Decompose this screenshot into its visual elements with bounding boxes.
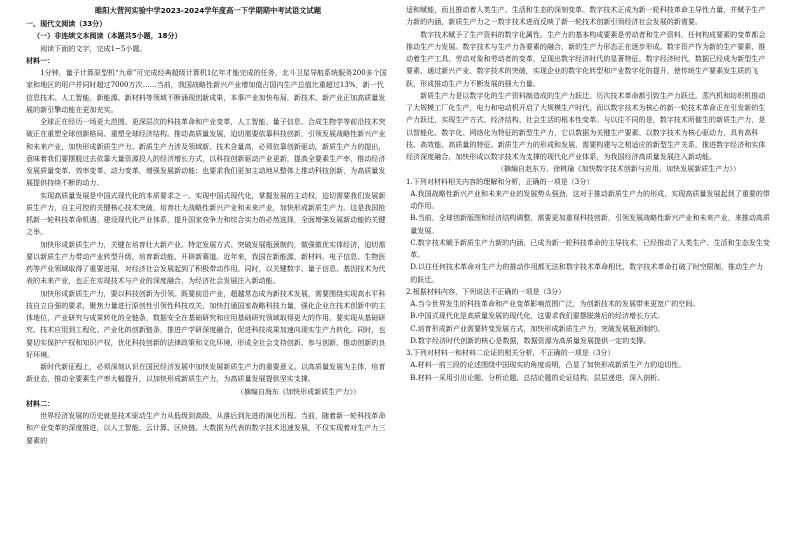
question-option: D.以往任何技术革命对生产力的推动作用都无法和数字技术革命相比，数字技术革命打破了时空限制，推动生产力的跃迁。 bbox=[410, 262, 764, 284]
material2-paragraph: 数字技术赋予了生产资料的数字化属性。生产力的基本构成要素是劳动者和生产资料，任何构成要素的变革都会推动生产力发展。数字技术与生产力各要素的融合，新的生产力形态正在逐步形成。数字资产作为新的生产要素，推动着生产工具、劳动对象和劳动者的变革，呈现出数字经济时代的显著特征。数字经济时代，数据已经成为新型生产要素，通过新兴产业、数字技术的突破，实现企业的数字化转型和产业数字化的提升，使传统生产要素发生质的飞跃，形成推动生产力不断发展的强大力量。 bbox=[406, 29, 766, 88]
question-2 bbox=[406, 286, 770, 347]
question-1 bbox=[406, 176, 770, 286]
left-column bbox=[26, 4, 390, 556]
material2-paragraph: 新质生产力是以数字化的生产资料制造成的生产力跃迁。历次技术革命都引致生产力跃迁。蒸汽机和纺织机推动了大规模工厂化生产，电力和电动机开启了大规模生产时代。而以数字技术为核心的新一轮技术革命正在引发新的生产力跃迁，实现生产方式、经济结构、社会生活的根本性变革。与以往不同的是，数字技术所催生的新质生产力，是以智能化、数字化、网络化为特征的新型生产力，它以数据为关键生产要素、以数字技术为核心驱动力，具有高科技、高效能、高质量的特征。新质生产力的形成和发展，需要构建与之相适应的新型生产关系，推进数字经济和实体经济深度融合，加快形成以数字技术为支撑的现代化产业体系，为我国经济高质量发展注入新动能。 bbox=[406, 90, 766, 161]
material1-paragraph: 加快形成新质生产力，要以科技创新为引领。既要前沿产业，超越常态成为新技术发展，需要围绕实现高水平科技自立自强的要求，聚焦力量进行原创性引领性科技攻关，加快打通国家战略科技力量，强化企业在技术创新中的主体地位，产业研究与成果转化的全链条，数据安全在基础研究和应用基础研究领域取得更大的作用。要实现从基础研究、技术应用到工程化、产业化的创新链条，推进产学研深度融合，促进科技成果加速向现实生产力转化。同时，也要切实保护产权和知识产权，优化科技创新的法律政策和文化环境，形成全社会支持创新、参与创新、推动创新的良好环境。 bbox=[26, 288, 386, 359]
material2-source: （摘编自赵东方、徐桃瑜《加快数字技术创新与应用，加快发展新质生产力》） bbox=[496, 164, 740, 174]
material1-paragraph: 加快形成新质生产力，关键在培育壮大新产业。特定发展方式、突破发展瓶颈制约，做强做优实体经济，迫切需要以新质生产力带动产业转型升级，培育新动能、开辟新赛道。近年来，我国在新能源、新材料、电子信息、生物医药等产业领域取得了重要进展，对经济社会发展起到了积极带动作用。同时，以关键数字、量子信息、基因技术为代表的未来产业，也正在实现技术与产业的深度融合，为经济社会发展注入新动能。 bbox=[26, 239, 386, 286]
question-option: C.培育形成新产业需要转变发展方式，加快形成新质生产力，突破发展瓶颈制约。 bbox=[410, 323, 665, 333]
question-3 bbox=[406, 347, 770, 384]
question-option: B.当前，全球创新版图和经济结构调整，需要更加重视科技创新，引领发展战略性新兴产业和未来产业，来推动高质量发展。 bbox=[410, 213, 770, 235]
material1-label: 材料一： bbox=[26, 55, 55, 65]
material1-paragraph: 实现高质量发展是中国式现代化的本质要求之一。实现中国式现代化，掌握发展的主动权，迫切需要我们发展新质生产力，自主可控的关键核心技术突破，培育壮大战略性新兴产业和未来产业，加快形成新质生产力。这是我国抢抓新一轮科技革命机遇、建设现代化产业体系，提升国家竞争力和综合实力的必然选择，全面增强发展新动能的关键之举。 bbox=[26, 190, 386, 237]
instruction: 阅读下面的文字，完成1~5小题。 bbox=[40, 43, 147, 53]
material1-paragraph: 1分钟，量子计算原型机“九章”可完成经典超级计算机1亿年才能完成的任务，北斗卫星导航系统服务200多个国家和地区的用户并同时超过7000万次……当前，我国战略性新兴产业增加值占国内生产总值比重超过13%，新一代信息技术、人工智能、新能源、新材料等领域不断涌现创新成果，本事产业加快布局，新技术、新产业正加高质量发展的新引擎动能在更加充实。 bbox=[26, 68, 387, 114]
question-option: A.材料一前三段的论述围绕中国现实的角度说明，凸显了加快形成新质生产力的迫切性。 bbox=[410, 360, 686, 370]
question-option: B.材料一采用引出论题、分析论题、总结论题的论证结构，层层递进，深入剖析。 bbox=[410, 372, 665, 382]
material1-paragraph: 全球正在经历一场更大范围、更深层次的科技革命和产业变革，人工智能、量子信息、合成生物学等前沿技术突破正在重塑全球创新格局、重塑全球经济结构。推动高质量发展，迫切需要依靠科技创新，引领发展战略性新兴产业和未来产业，加快形成新质生产力。新质生产力涉及领域新、技术含量高，必须依靠创新驱动。新质生产力的提出，意味着我们要摆脱过去依靠大量资源投入的经济增长方式，以科技创新驱动产业更新，提高全要素生产率，推动经济发展质量变革、效率变革、动力变革，增强发展新动能；也要求我们更加主动地从整体上推动科技创新，为高质量发展提供持续不断的动力。 bbox=[26, 117, 386, 188]
material2-paragraph: 世界经济发展的历史就是技术驱动生产力从低级到高级、从落后到先进的演化历程。当前，随着新一轮科技革命和产业变革的深度推进，以人工智能、云计算、区块链、大数据为代表的数字技术迅速发展，不仅实现着对生产力三要素的 bbox=[26, 411, 386, 445]
question-option: D.数字经济时代创新的核心是数据，数据资源为高质量发展提供一定的支撑。 bbox=[410, 335, 651, 345]
material2-label: 材料二： bbox=[26, 398, 55, 408]
exam-title: 睢阳大营河实验中学2023-2024学年度高一下学期期中考试语文试题 bbox=[94, 6, 322, 15]
question-option: A.当今世界发生的科技革命和产业变革影响范围广泛，为创新技术的发展带来更宽广的空间。 bbox=[410, 299, 700, 308]
question-stem: 2.根据材料内容，下列说法不正确的一项是（3分） bbox=[406, 286, 566, 296]
section-heading: 一、现代文阅读（33分） bbox=[26, 19, 107, 28]
question-stem: 1.下列对材料相关内容的理解和分析，正确的一项是（3分） bbox=[406, 176, 594, 186]
material1-paragraph: 新时代新征程上，必须深刻认识在国民经济发展中加快发展新质生产力的重要意义。以高质量发展为主体，培育新业态，推动全要素生产率大幅提升，以加快形成新质生产力，为高质量发展提供坚实支撑。 bbox=[26, 362, 386, 384]
question-option: A.我国战略性新兴产业和未来产业的发展势头强劲，这对于推动新质生产力的形成，实现高质量发展起到了重要的带动作用。 bbox=[410, 188, 770, 210]
question-option: B.中国式现代化是高质量发展的现代化，这要求我们要摆脱落后的经济增长方式。 bbox=[410, 311, 665, 321]
question-option: C.数字技术赋予新质生产力新的内涵，已成为新一轮科技革命的主导技术，已经推动了人类生产、生活和生态发生变革。 bbox=[410, 237, 770, 259]
material2-paragraph: 适和赋能，而且推动着人类生产、生活和生态的深刻变革。数字技术正成为新一轮科技革命主导性力量，并赋予生产力新的内涵，新质生产力之一数字技术进而反映了新一轮技术创新引领经济社会发展的新需要。 bbox=[406, 5, 766, 27]
right-column bbox=[406, 4, 770, 556]
material1-source: （摘编自海东《加快形成新质生产力》） bbox=[236, 386, 360, 396]
part-heading: （一）非连续文本阅读（本题共5小题，18分） bbox=[33, 31, 182, 41]
question-stem: 3.下列对材料一和材料二论证的相关分析，不正确的一项是（3分） bbox=[406, 348, 615, 357]
